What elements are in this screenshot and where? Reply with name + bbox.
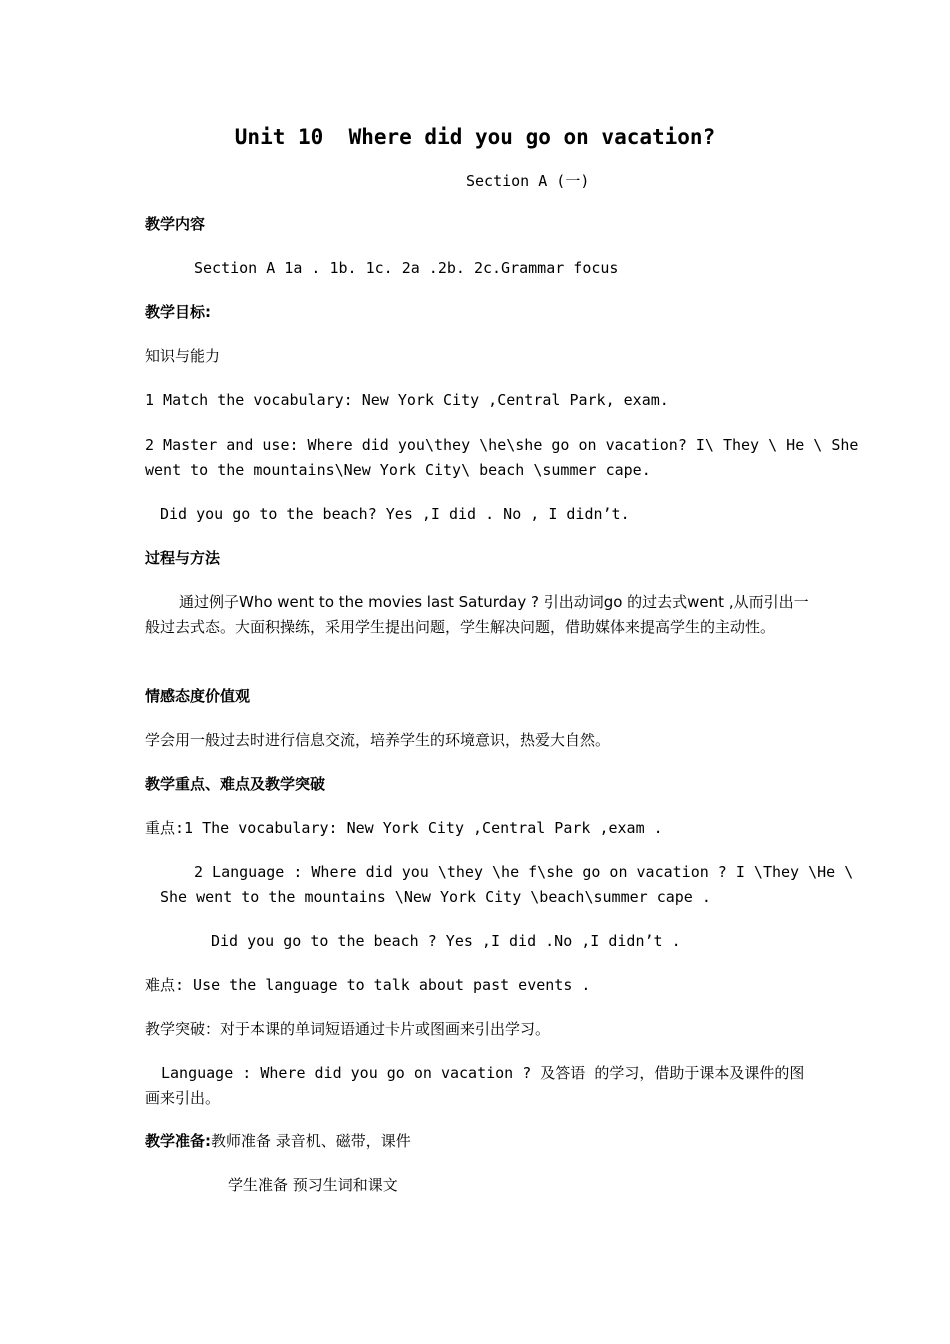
key-point-2-line-2: She went to the mountains \New York City \beach\summer cape . — [160, 888, 711, 906]
knowledge-item-2-line-2: went to the mountains\New York City\ beach \summer cape. — [145, 461, 651, 479]
teaching-content-heading: 教学内容 — [145, 215, 206, 233]
emotion-text: 学会用一般过去时进行信息交流，培养学生的环境意识，热爱大自然。 — [145, 731, 611, 749]
key-point-1: 重点:1 The vocabulary: New York City ,Central Park ,exam . — [145, 819, 663, 837]
preparation-teacher: 教师准备 录音机、磁带，课件 — [211, 1132, 411, 1150]
knowledge-item-2-line-1: 2 Master and use: Where did you\they \he\she go on vacation? I\ They \ He \ She — [145, 436, 859, 454]
process-heading: 过程与方法 — [145, 549, 221, 567]
key-point-3: Did you go to the beach ? Yes ,I did .No ,I didn’t . — [211, 932, 681, 950]
preparation-row — [145, 1129, 810, 1154]
preparation-student: 学生准备 预习生词和课文 — [228, 1176, 398, 1194]
knowledge-item-3: Did you go to the beach? Yes ,I did . No , I didn’t. — [160, 505, 630, 523]
key-points-heading: 教学重点、难点及教学突破 — [145, 775, 326, 793]
breakthrough-text-1: 教学突破：对于本课的单词短语通过卡片或图画来引出学习。 — [145, 1020, 551, 1038]
emotion-heading: 情感态度价值观 — [145, 687, 251, 705]
teaching-content-text: Section A 1a . 1b. 1c. 2a .2b. 2c.Grammar focus — [194, 259, 619, 277]
document-title: Unit 10 Where did you go on vacation? — [234, 125, 716, 149]
teaching-objectives-heading: 教学目标: — [145, 303, 211, 321]
document-subtitle: Section A (一) — [466, 172, 590, 190]
key-point-2-line-1: 2 Language : Where did you \they \he f\she go on vacation ? I \They \He \ — [194, 863, 854, 881]
knowledge-heading: 知识与能力 — [145, 347, 221, 365]
preparation-heading: 教学准备: — [145, 1132, 211, 1150]
difficulty-text: 难点: Use the language to talk about past events . — [145, 976, 591, 994]
knowledge-item-1: 1 Match the vocabulary: New York City ,Central Park, exam. — [145, 391, 669, 409]
breakthrough-text-2: Language : Where did you go on vacation ? 及答语 的学习，借助于课本及课件的图画来引出。 — [145, 1064, 805, 1107]
process-text: 通过例子Who went to the movies last Saturday ? 引出动词go 的过去式went ,从而引出一般过去式态。大面积操练，采用学生提出问题，学生解决问题，借助媒体来提高学生的主动性。 — [145, 593, 809, 636]
